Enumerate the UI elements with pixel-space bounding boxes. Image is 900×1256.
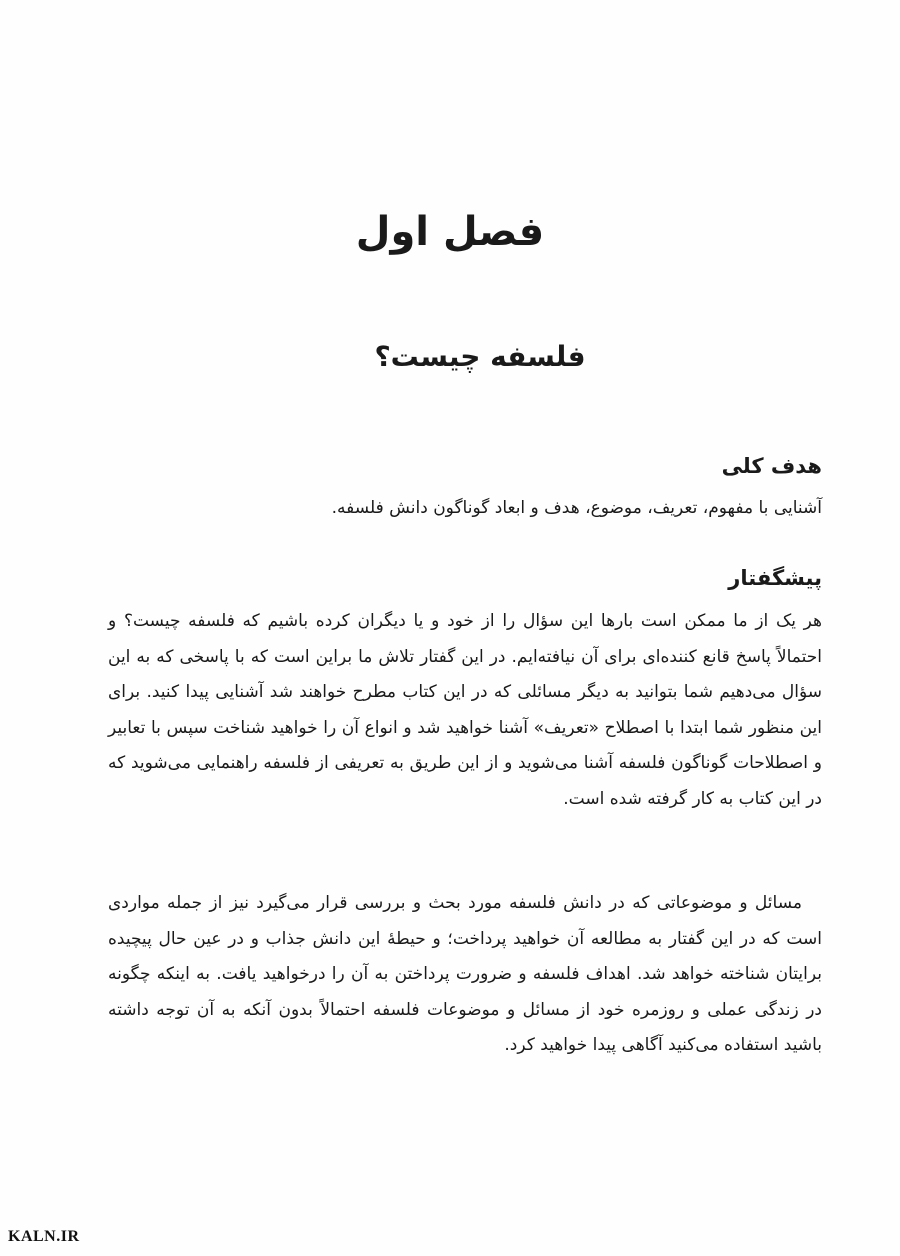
goal-text: آشنایی با مفهوم، تعریف، موضوع، هدف و ابعاد گوناگون دانش فلسفه. (331, 498, 822, 518)
section-title: فلسفه چیست؟ (374, 340, 586, 373)
site-watermark: KALN.IR (8, 1228, 80, 1245)
goal-heading: هدف کلی (721, 454, 822, 478)
chapter-title: فصل اول (355, 209, 545, 255)
preface-paragraph: مسائل و موضوعاتی که در دانش فلسفه مورد بحث و بررسی قرار می‌گیرد نیز از جمله مواردی است که در این گفتار به مطالعه آن خواهید پرداخت؛ و حیطهٔ این دانش جذاب و در عین حال پیچیده برایتان شناخته خواهد شد. اهداف فلسفه و ضرورت پرداختن به آن را درخواهید یافت. به اینکه چگونه در زندگی عملی و روزمره خود از مسائل و موضوعات فلسفه احتمالاً بدون آنکه به آن توجه داشته باشید استفاده می‌کنید آگاهی پیدا خواهید کرد. (108, 893, 822, 1055)
preface-paragraph: هر یک از ما ممکن است بارها این سؤال را از خود و یا دیگران کرده باشیم که فلسفه چیست؟ و احتمالاً پاسخ قانع کننده‌ای برای آن نیافته‌ایم. در این گفتار تلاش ما براین است که با پاسخی که به این سؤال می‌دهیم شما بتوانید به دیگر مسائلی که در این کتاب مطرح خواهند شد آشنایی پیدا کنید. برای این منظور شما ابتدا با اصطلاح «تعریف» آشنا خواهید شد و انواع آن را خواهید شناخت سپس با تعابیر و اصطلاحات گوناگون فلسفه آشنا می‌شوید و از این طریق به تعریفی از فلسفه راهنمایی می‌شوید که در این کتاب به کار گرفته شده است. (108, 611, 822, 809)
preface-heading: پیشگفتار (728, 566, 822, 590)
